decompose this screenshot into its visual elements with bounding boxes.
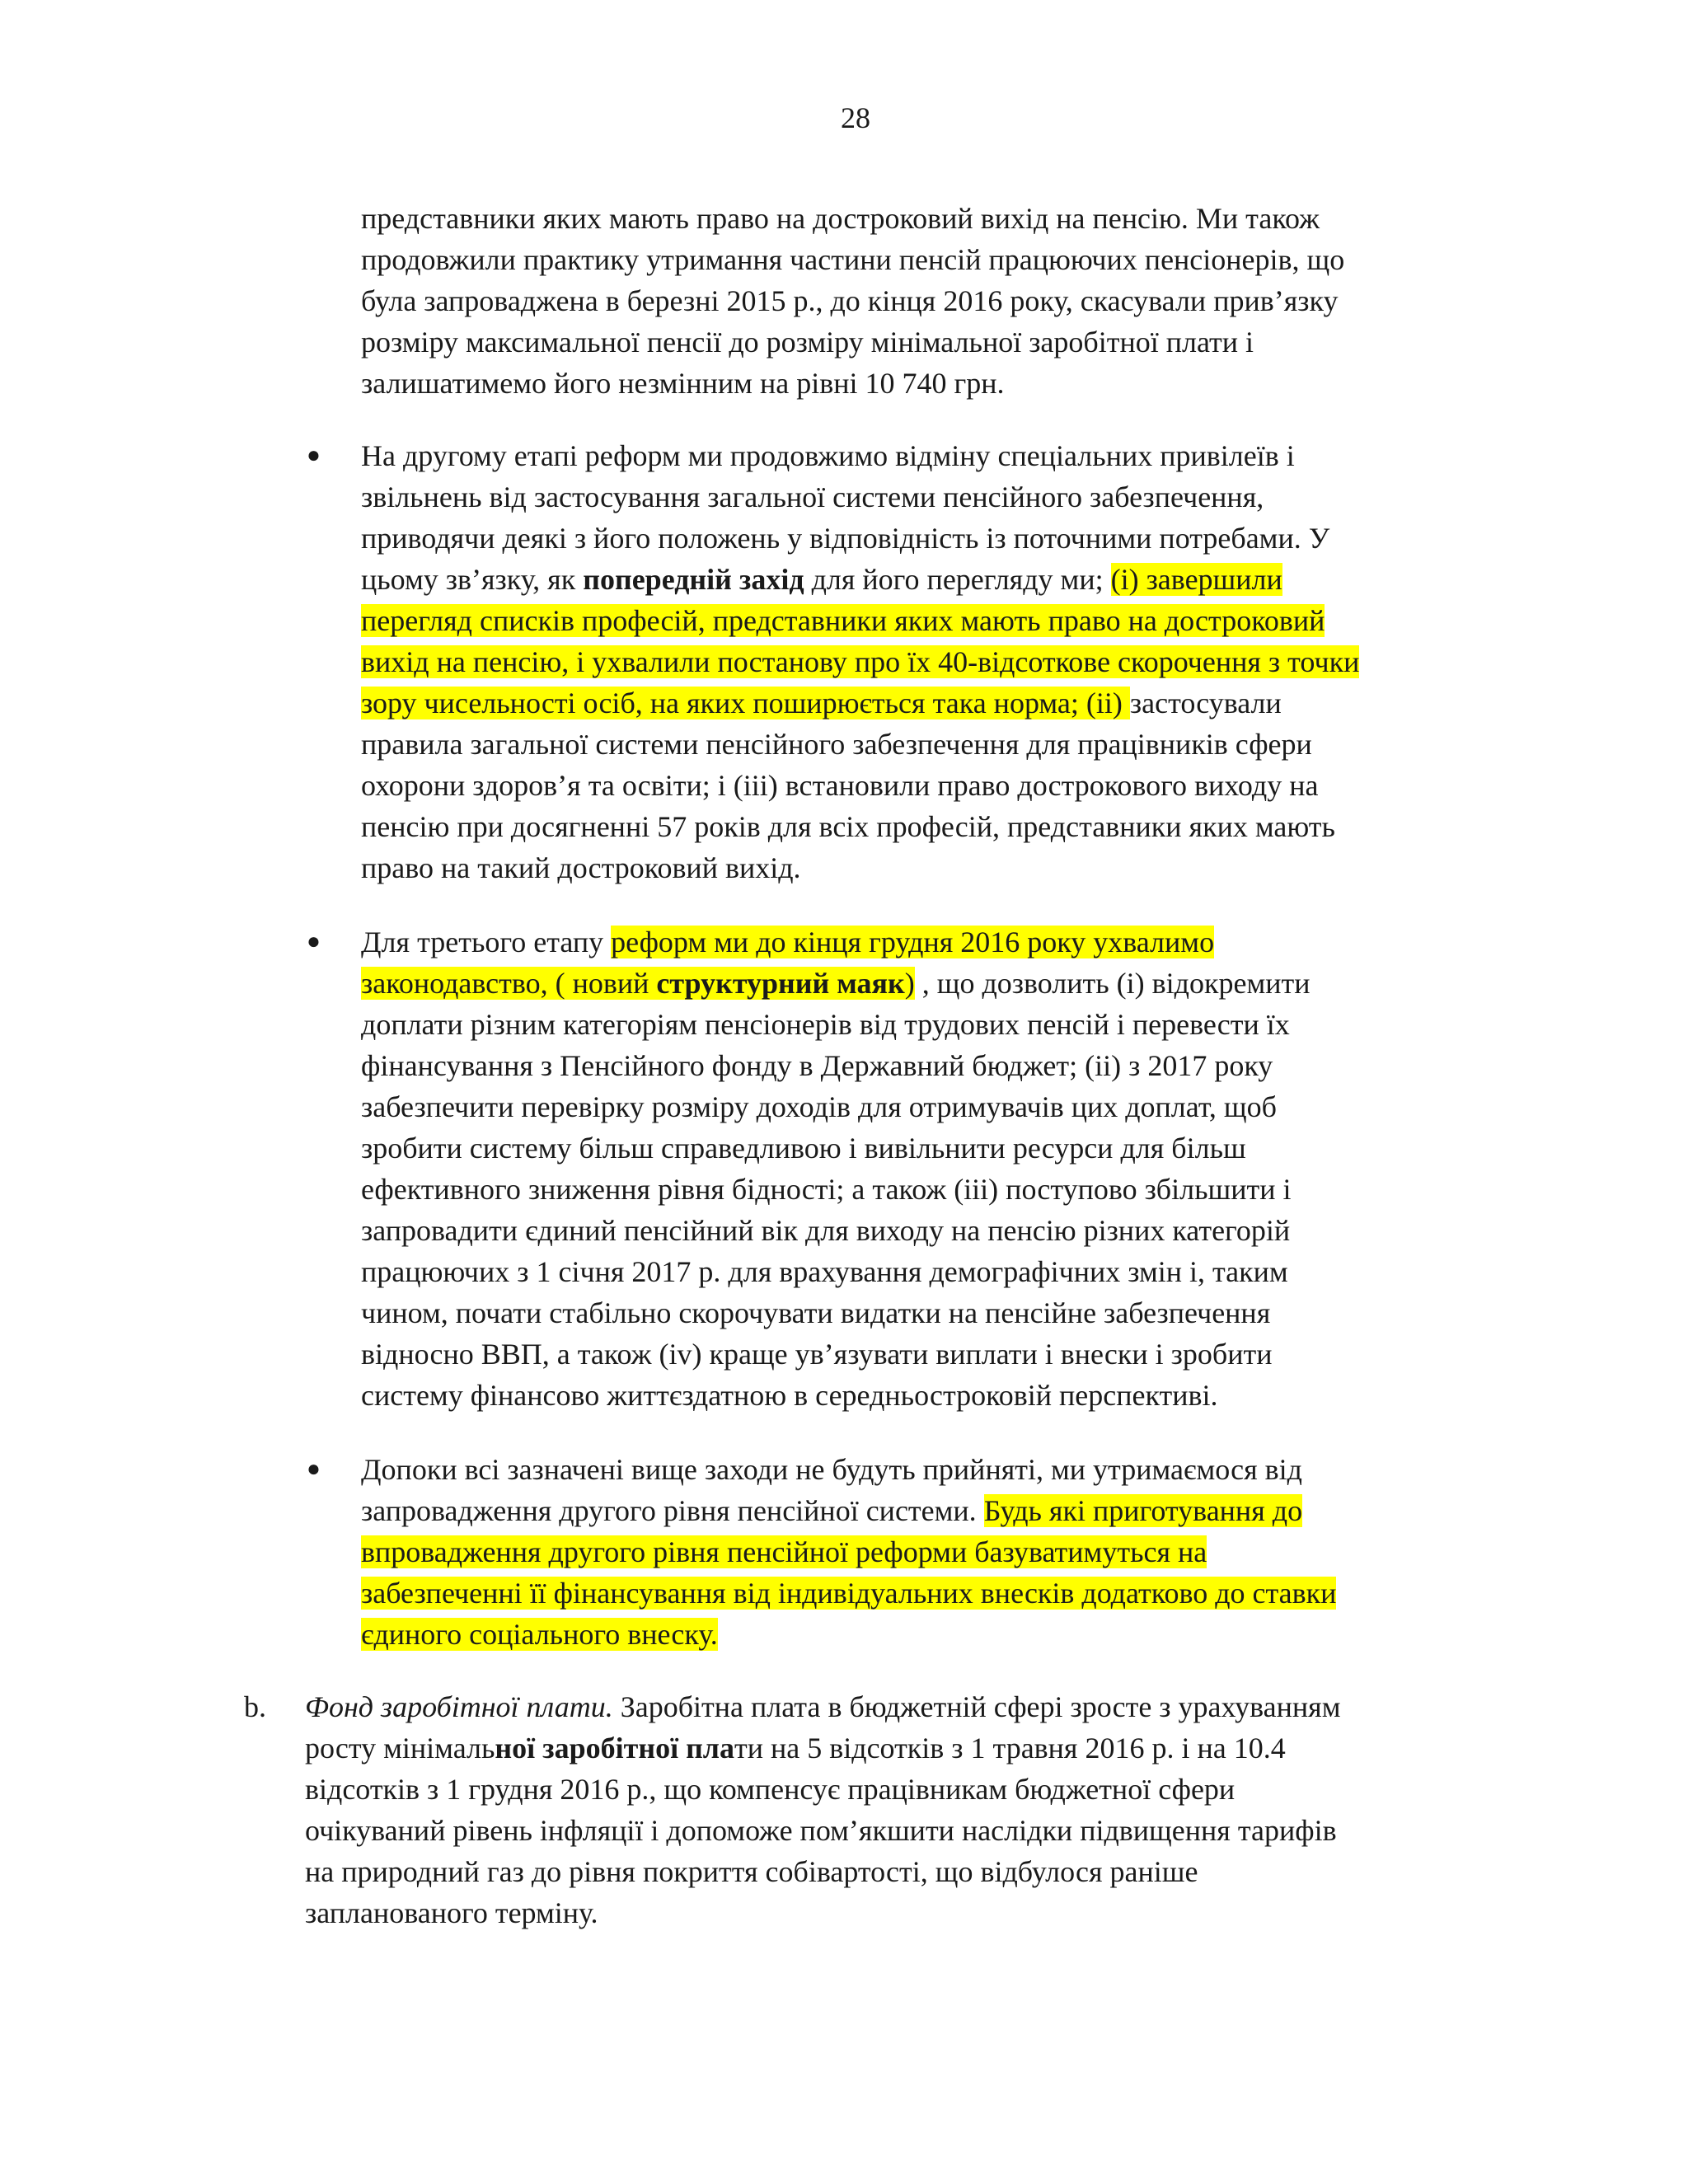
text-line: відносно ВВП, а також (iv) краще ув’язувати виплати і внески і зробити bbox=[361, 1338, 1273, 1371]
highlighted-text: реформ ми до кінця грудня 2016 року ухвалимо bbox=[611, 926, 1215, 958]
highlighted-text: (і) завершили bbox=[1110, 563, 1282, 596]
text-run: для його перегляду ми; bbox=[804, 563, 1111, 596]
text-line: На другому етапі реформ ми продовжимо відміну спеціальних привілеїв і bbox=[361, 439, 1295, 472]
text-line: забезпечити перевірку розміру доходів для отримувачів цих доплат, щоб bbox=[361, 1090, 1277, 1123]
text-line bbox=[361, 641, 1490, 682]
italic-heading: Фонд заробітної плати. bbox=[305, 1690, 613, 1723]
text-line: представники яких мають право на достроковий вихід на пенсію. Ми також bbox=[361, 202, 1320, 235]
text-line: охорони здоров’я та освіти; і (ііі) встановили право дострокового виходу на bbox=[361, 769, 1319, 802]
text-line bbox=[361, 1572, 1490, 1614]
page-number: 28 bbox=[841, 101, 870, 134]
highlighted-text: Будь які приготування до bbox=[983, 1494, 1303, 1527]
bullet-marker: ● bbox=[307, 929, 321, 954]
paragraph-wage-fund bbox=[305, 1686, 1492, 1933]
highlighted-text: зору чисельності осіб, на яких поширюється така норма; (іі) bbox=[361, 687, 1130, 719]
text-line bbox=[361, 600, 1490, 641]
text-run: Для третього етапу bbox=[361, 926, 612, 958]
text-run: , що дозволить (і) відокремити bbox=[914, 967, 1311, 1000]
highlighted-text: забезпеченні її фінансування від індивідуальних внесків додатково до ставки bbox=[361, 1577, 1337, 1610]
highlighted-text: перегляд списків професій, представники яких мають право на достроковий bbox=[361, 604, 1325, 637]
highlighted-text: ) bbox=[904, 967, 915, 1000]
paragraph-third-stage bbox=[361, 921, 1490, 1416]
text-line: запровадити єдиний пенсійний вік для виходу на пенсію різних категорій bbox=[361, 1214, 1291, 1247]
text-line: продовжили практику утримання частини пенсій працюючих пенсіонерів, що bbox=[361, 243, 1345, 276]
text-line: була запроваджена в березні 2015 р., до кінця 2016 року, скасували прив’язку bbox=[361, 284, 1339, 317]
text-run: Заробітна плата в бюджетній сфері зросте з урахуванням bbox=[612, 1690, 1341, 1723]
paragraph-second-stage bbox=[361, 435, 1490, 888]
highlighted-text: законодавство, ( новий bbox=[361, 967, 657, 1000]
text-line: зробити систему більш справедливою і вивільнити ресурси для більш bbox=[361, 1132, 1246, 1165]
text-line: відсотків з 1 грудня 2016 р., що компенсує працівникам бюджетної сфери bbox=[305, 1773, 1236, 1806]
paragraph-second-pillar bbox=[361, 1449, 1490, 1655]
text-line: на природний газ до рівня покриття собівартості, що відбулося раніше bbox=[305, 1855, 1198, 1888]
text-line bbox=[361, 682, 1490, 724]
text-line: працюючих з 1 січня 2017 р. для врахування демографічних змін і, таким bbox=[361, 1255, 1288, 1288]
text-line: Допоки всі зазначені вище заходи не будуть прийняті, ми утримаємося від bbox=[361, 1453, 1302, 1486]
text-line: залишатимемо його незмінним на рівні 10 740 грн. bbox=[361, 367, 1005, 400]
paragraph-continuation bbox=[361, 198, 1490, 404]
text-line: доплати різним категоріям пенсіонерів від трудових пенсій і перевести їх bbox=[361, 1008, 1290, 1041]
highlighted-text: вихід на пенсію, і ухвалили постанову про їх 40-відсоткове скорочення з точки bbox=[361, 645, 1360, 678]
bold-text: ної заробітної пла bbox=[495, 1732, 735, 1765]
text-line: фінансування з Пенсійного фонду в Державний бюджет; (іі) з 2017 року bbox=[361, 1049, 1273, 1082]
bold-highlighted-term: структурний маяк bbox=[656, 967, 905, 1000]
text-line bbox=[361, 559, 1490, 600]
text-line: правила загальної системи пенсійного забезпечення для працівників сфери bbox=[361, 728, 1312, 761]
text-line bbox=[305, 1686, 1492, 1727]
list-marker-b: b. bbox=[244, 1690, 266, 1723]
text-line: чином, почати стабільно скорочувати видатки на пенсійне забезпечення bbox=[361, 1296, 1271, 1329]
text-line bbox=[361, 1531, 1490, 1572]
text-line: пенсію при досягненні 57 років для всіх професій, представники яких мають bbox=[361, 810, 1335, 843]
text-run: запровадження другого рівня пенсійної системи. bbox=[361, 1494, 984, 1527]
text-run: росту мінімаль bbox=[305, 1732, 495, 1765]
bullet-marker: ● bbox=[307, 1456, 321, 1482]
highlighted-text: єдиного соціального внеску. bbox=[361, 1618, 718, 1651]
text-line: систему фінансово життєздатною в середньостроковій перспективі. bbox=[361, 1379, 1218, 1412]
highlighted-text: впровадження другого рівня пенсійної реформи базуватимуться на bbox=[361, 1535, 1207, 1568]
text-line bbox=[361, 921, 1490, 963]
text-line bbox=[305, 1727, 1492, 1769]
text-line: приводячи деякі з його положень у відповідність із поточними потребами. У bbox=[361, 522, 1330, 555]
text-line bbox=[361, 1614, 1490, 1655]
bullet-marker: ● bbox=[307, 443, 321, 468]
text-line: звільнень від застосування загальної системи пенсійного забезпечення, bbox=[361, 480, 1264, 513]
text-line: запланованого терміну. bbox=[305, 1896, 598, 1929]
text-line bbox=[361, 963, 1490, 1004]
text-line: розміру максимальної пенсії до розміру мінімальної заробітної плати і bbox=[361, 326, 1254, 359]
text-line bbox=[361, 1490, 1490, 1531]
text-line: ефективного зниження рівня бідності; а також (iii) поступово збільшити і bbox=[361, 1173, 1292, 1206]
bold-term: попередній захід bbox=[583, 563, 804, 596]
text-run: застосували bbox=[1129, 687, 1282, 719]
text-run: ти на 5 відсотків з 1 травня 2016 р. і на 10.4 bbox=[734, 1732, 1286, 1765]
text-run: цьому зв’язку, як bbox=[361, 563, 584, 596]
text-line: право на такий достроковий вихід. bbox=[361, 851, 801, 884]
text-line: очікуваний рівень інфляції і допоможе пом’якшити наслідки підвищення тарифів bbox=[305, 1814, 1337, 1847]
